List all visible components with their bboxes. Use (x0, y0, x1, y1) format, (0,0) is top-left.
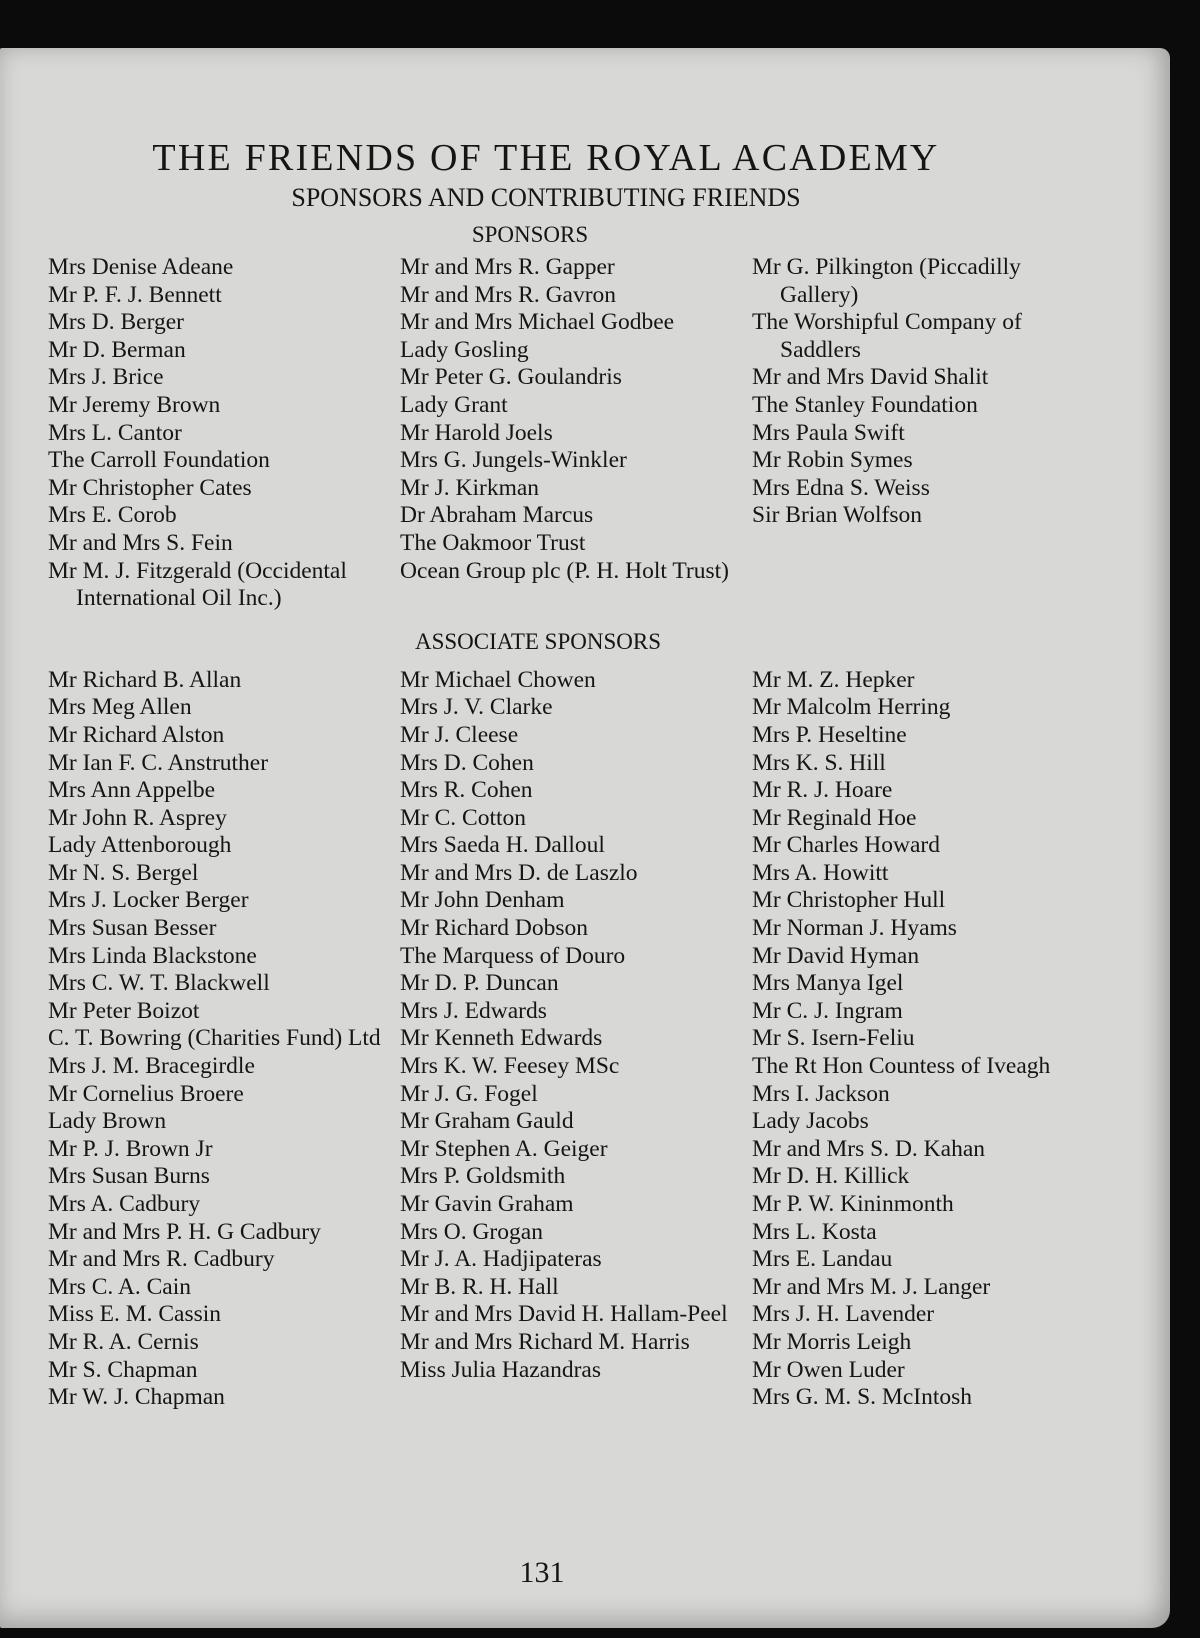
sponsor-name: Mrs A. Cadbury (48, 1191, 201, 1217)
sponsor-name: Mrs J. V. Clarke (400, 694, 553, 721)
sponsor-name: Mr and Mrs S. D. Kahan (752, 1135, 986, 1162)
sponsor-name: Mr C. J. Ingram (752, 997, 903, 1024)
sponsor-name: Mr Michael Chowen (400, 666, 596, 693)
sponsor-name: Lady Gosling (400, 336, 529, 363)
sponsor-name: Mr and Mrs Richard M. Harris (400, 1328, 690, 1355)
sponsor-name: Mr Reginald Hoe (752, 804, 917, 831)
associate-sponsors-list (48, 667, 1068, 1412)
sponsor-name: Mrs K. S. Hill (752, 749, 886, 776)
sponsor-name: Mr Peter Boizot (48, 997, 200, 1024)
sponsor-name: Mr and Mrs D. de Laszlo (400, 859, 638, 886)
sponsor-name: Mr D. Berman (48, 336, 186, 363)
sponsor-name: Mr Robin Symes (752, 447, 913, 474)
sponsor-name: Mr J. Kirkman (400, 474, 540, 501)
sponsor-name: Mrs E. Landau (752, 1246, 893, 1273)
sponsor-name: Mrs Meg Allen (48, 694, 192, 721)
sponsor-name: Mrs J. M. Bracegirdle (48, 1053, 255, 1080)
sponsor-name: Ocean Group plc (P. H. Holt Trust) (400, 557, 729, 584)
sponsor-name: Mr and Mrs Michael Godbee (400, 309, 675, 336)
associate-sponsors-heading: ASSOCIATE SPONSORS (414, 628, 662, 654)
associate-sponsors-column-1 (48, 667, 400, 1412)
sponsor-name: Mr D. P. Duncan (400, 970, 559, 997)
sponsor-name: Mr M. Z. Hepker (752, 666, 915, 693)
book-page (0, 48, 1170, 1628)
sponsor-name: Mrs L. Cantor (48, 419, 182, 446)
sponsor-name: Mrs Paula Swift (752, 419, 905, 446)
sponsor-name: Mr J. Cleese (400, 721, 519, 748)
sponsor-name: Mrs O. Grogan (400, 1218, 543, 1245)
sponsor-name: The Rt Hon Countess of Iveagh (752, 1053, 1051, 1080)
sponsor-name: Mr Richard Alston (48, 721, 225, 748)
sponsor-name: Lady Brown (48, 1108, 167, 1135)
sponsor-name: Mr W. J. Chapman (48, 1384, 225, 1411)
sponsor-name: Mr Jeremy Brown (48, 391, 221, 418)
sponsor-name: Mr B. R. H. Hall (400, 1273, 559, 1300)
sponsor-name: Mr Cornelius Broere (48, 1080, 244, 1107)
sponsor-name: C. T. Bowring (Charities Fund) Ltd (48, 1025, 381, 1052)
sponsor-name: Mr J. A. Hadjipateras (400, 1246, 602, 1273)
sponsor-name: Mrs Susan Burns (48, 1163, 210, 1190)
sponsor-name: Mr and Mrs R. Gavron (400, 281, 617, 308)
sponsor-name: Mr and Mrs David H. Hallam-Peel (400, 1301, 728, 1328)
sponsor-name: Mr C. Cotton (400, 804, 527, 831)
sponsor-name: The Marquess of Douro (400, 942, 626, 969)
sponsor-name: Mrs K. W. Feesey MSc (400, 1053, 620, 1080)
sponsor-name: Mr N. S. Bergel (48, 859, 199, 886)
sponsors-column-1 (48, 254, 400, 613)
sponsor-name: Lady Jacobs (752, 1108, 869, 1135)
sponsor-name: Mr P. F. J. Bennett (48, 281, 222, 308)
sponsor-name: Mrs G. Jungels-Winkler (400, 447, 627, 474)
sponsor-name: Mr R. A. Cernis (48, 1328, 199, 1355)
sponsor-name: Sir Brian Wolfson (752, 502, 923, 529)
sponsor-name: Mr David Hyman (752, 942, 920, 969)
sponsor-name: Mrs P. Heseltine (752, 721, 907, 748)
sponsor-name: Mrs G. M. S. McIntosh (752, 1384, 973, 1411)
sponsor-name: Mr Christopher Cates (48, 474, 252, 501)
sponsor-name: Mr Graham Gauld (400, 1108, 574, 1135)
sponsor-name: Mrs R. Cohen (400, 777, 533, 804)
sponsor-name: Mrs C. A. Cain (48, 1273, 191, 1300)
sponsor-name: Mr and Mrs R. Cadbury (48, 1246, 275, 1273)
sponsor-name: Mr P. J. Brown Jr (48, 1135, 213, 1162)
sponsor-name: Mrs J. Brice (48, 364, 164, 391)
sponsor-name: Mrs P. Goldsmith (400, 1163, 566, 1190)
sponsors-list (48, 254, 1068, 613)
sponsor-name: Mrs I. Jackson (752, 1080, 890, 1107)
sponsor-name: Mrs A. Howitt (752, 859, 889, 886)
associate-sponsors-column-3 (752, 667, 1068, 1412)
sponsor-name: Mrs Manya Igel (752, 970, 904, 997)
sponsor-name: Mr Harold Joels (400, 419, 553, 446)
sponsor-name: Mrs C. W. T. Blackwell (48, 970, 270, 997)
sponsor-name: Mrs Linda Blackstone (48, 942, 257, 969)
page-title: THE FRIENDS OF THE ROYAL ACADEMY (152, 137, 940, 179)
sponsor-name: Mr and Mrs R. Gapper (400, 254, 615, 280)
page-number: 131 (519, 1556, 565, 1589)
sponsor-name: Mrs Susan Besser (48, 915, 217, 942)
sponsor-name: Mrs Edna S. Weiss (752, 474, 930, 501)
sponsor-name: Mr Morris Leigh (752, 1328, 912, 1355)
sponsor-name: Mrs J. H. Lavender (752, 1301, 935, 1328)
sponsor-name: Mr Kenneth Edwards (400, 1025, 603, 1052)
sponsor-name: Mr Gavin Graham (400, 1191, 574, 1217)
sponsor-name: Lady Grant (400, 391, 508, 418)
sponsors-heading: SPONSORS (471, 222, 589, 247)
sponsor-name: Miss E. M. Cassin (48, 1301, 222, 1328)
sponsor-name: Mr and Mrs M. J. Langer (752, 1273, 991, 1300)
sponsor-name: Mr Richard Dobson (400, 915, 588, 942)
sponsor-name: Dr Abraham Marcus (400, 502, 594, 529)
sponsor-name: Mrs Denise Adeane (48, 254, 234, 280)
page-subtitle: SPONSORS AND CONTRIBUTING FRIENDS (291, 183, 801, 212)
sponsor-name: Miss Julia Hazandras (400, 1356, 602, 1383)
sponsor-name: Lady Attenborough (48, 832, 232, 859)
sponsor-name: The Oakmoor Trust (400, 529, 586, 556)
sponsor-name: Mrs Ann Appelbe (48, 777, 216, 804)
sponsor-name: Mrs L. Kosta (752, 1218, 877, 1245)
sponsor-name: Mrs J. Edwards (400, 997, 547, 1024)
sponsor-name: Mr P. W. Kininmonth (752, 1191, 954, 1217)
sponsor-name: Mr Ian F. C. Anstruther (48, 749, 269, 776)
sponsor-name: Mrs D. Berger (48, 309, 184, 336)
sponsor-name: The Stanley Foundation (752, 391, 978, 418)
sponsor-name: Mrs Saeda H. Dalloul (400, 832, 605, 859)
sponsor-name: Mr and Mrs S. Fein (48, 529, 233, 556)
sponsor-name: Mr G. Pilkington (Piccadilly Gallery) (752, 254, 1021, 308)
sponsor-name: Mr Christopher Hull (752, 887, 946, 914)
sponsor-name: Mrs D. Cohen (400, 749, 534, 776)
sponsor-name: Mr Malcolm Herring (752, 694, 951, 721)
sponsor-name: Mr J. G. Fogel (400, 1080, 538, 1107)
sponsor-name: The Carroll Foundation (48, 447, 270, 474)
sponsor-name: Mr John R. Asprey (48, 804, 227, 831)
sponsor-name: Mr Stephen A. Geiger (400, 1135, 608, 1162)
page-content (48, 136, 1068, 1589)
sponsor-name: Mr S. Isern-Feliu (752, 1025, 915, 1052)
sponsors-column-3 (752, 254, 1068, 613)
sponsor-name: Mr S. Chapman (48, 1356, 198, 1383)
sponsors-column-2 (400, 254, 752, 613)
sponsor-name: Mr Richard B. Allan (48, 666, 242, 693)
sponsor-name: Mr Owen Luder (752, 1356, 905, 1383)
sponsor-name: Mr John Denham (400, 887, 565, 914)
sponsor-name: Mrs J. Locker Berger (48, 887, 249, 914)
sponsor-name: Mrs E. Corob (48, 502, 177, 529)
sponsor-name: Mr and Mrs David Shalit (752, 364, 989, 391)
sponsor-name: Mr Charles Howard (752, 832, 940, 859)
sponsor-name: Mr Peter G. Goulandris (400, 364, 622, 391)
associate-sponsors-column-2 (400, 667, 752, 1412)
sponsor-name: Mr D. H. Killick (752, 1163, 910, 1190)
sponsor-name: Mr and Mrs P. H. G Cadbury (48, 1218, 321, 1245)
sponsor-name: Mr Norman J. Hyams (752, 915, 957, 942)
sponsor-name: The Worshipful Company of Saddlers (752, 309, 1022, 363)
sponsor-name: Mr M. J. Fitzgerald (Occidental International Oil Inc.) (48, 557, 347, 612)
sponsor-name: Mr R. J. Hoare (752, 777, 893, 804)
